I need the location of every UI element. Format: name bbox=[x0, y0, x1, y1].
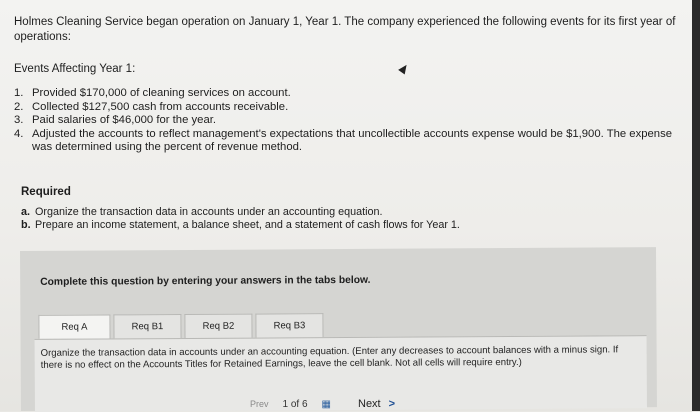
list-item: b. Prepare an income statement, a balance sheet, and a statement of cash flows for Year 1. bbox=[21, 218, 460, 231]
list-item: a. Organize the transaction data in accounts under an accounting equation. bbox=[21, 206, 383, 218]
prev-button[interactable]: Prev bbox=[250, 399, 269, 409]
tab-req-b2[interactable]: Req B2 bbox=[184, 314, 252, 338]
required-list bbox=[21, 206, 460, 231]
of-label: of bbox=[290, 398, 300, 410]
pagination bbox=[250, 398, 395, 410]
tab-bar bbox=[38, 313, 326, 339]
list-item: 1. Provided $170,000 of cleaning services on account. bbox=[14, 87, 291, 99]
mouse-cursor-icon bbox=[398, 63, 410, 75]
scrollbar[interactable] bbox=[692, 0, 700, 411]
next-button[interactable]: Next > bbox=[358, 398, 396, 410]
list-item: 3. Paid salaries of $46,000 for the year. bbox=[14, 114, 217, 126]
answer-panel bbox=[20, 247, 657, 411]
list-item: 4. Adjusted the accounts to reflect management's expectations that uncollectible accounts expense would be $1,900. The expense was determined using the percent of revenue method. bbox=[14, 127, 673, 153]
tab-req-b3[interactable]: Req B3 bbox=[255, 313, 323, 337]
tab-instructions: Organize the transaction data in accounts under an accounting equation. (Enter any decreases to account balances with a minus sign. If there is no effect on the Accounts Titles for Retained Earnings, leave the cell blank. Not all cells will require entry.) bbox=[40, 344, 619, 371]
tab-req-b1[interactable]: Req B1 bbox=[113, 314, 181, 338]
list-item: 2. Collected $127,500 cash from accounts receivable. bbox=[14, 100, 289, 113]
current-page: 1 bbox=[282, 398, 289, 410]
panel-title: Complete this question by entering your answers in the tabs below. bbox=[40, 274, 371, 288]
tab-req-a[interactable]: Req A bbox=[38, 314, 110, 338]
grid-icon[interactable]: ▦ bbox=[321, 398, 330, 410]
required-title: Required bbox=[21, 186, 71, 198]
chevron-right-icon: > bbox=[388, 398, 396, 410]
question-intro: Holmes Cleaning Service began operation on January 1, Year 1. The company experienced the following events for its first year of operations: bbox=[14, 16, 676, 43]
events-title: Events Affecting Year 1: bbox=[14, 63, 136, 75]
total-pages: 6 bbox=[301, 398, 308, 410]
events-list bbox=[14, 87, 674, 155]
